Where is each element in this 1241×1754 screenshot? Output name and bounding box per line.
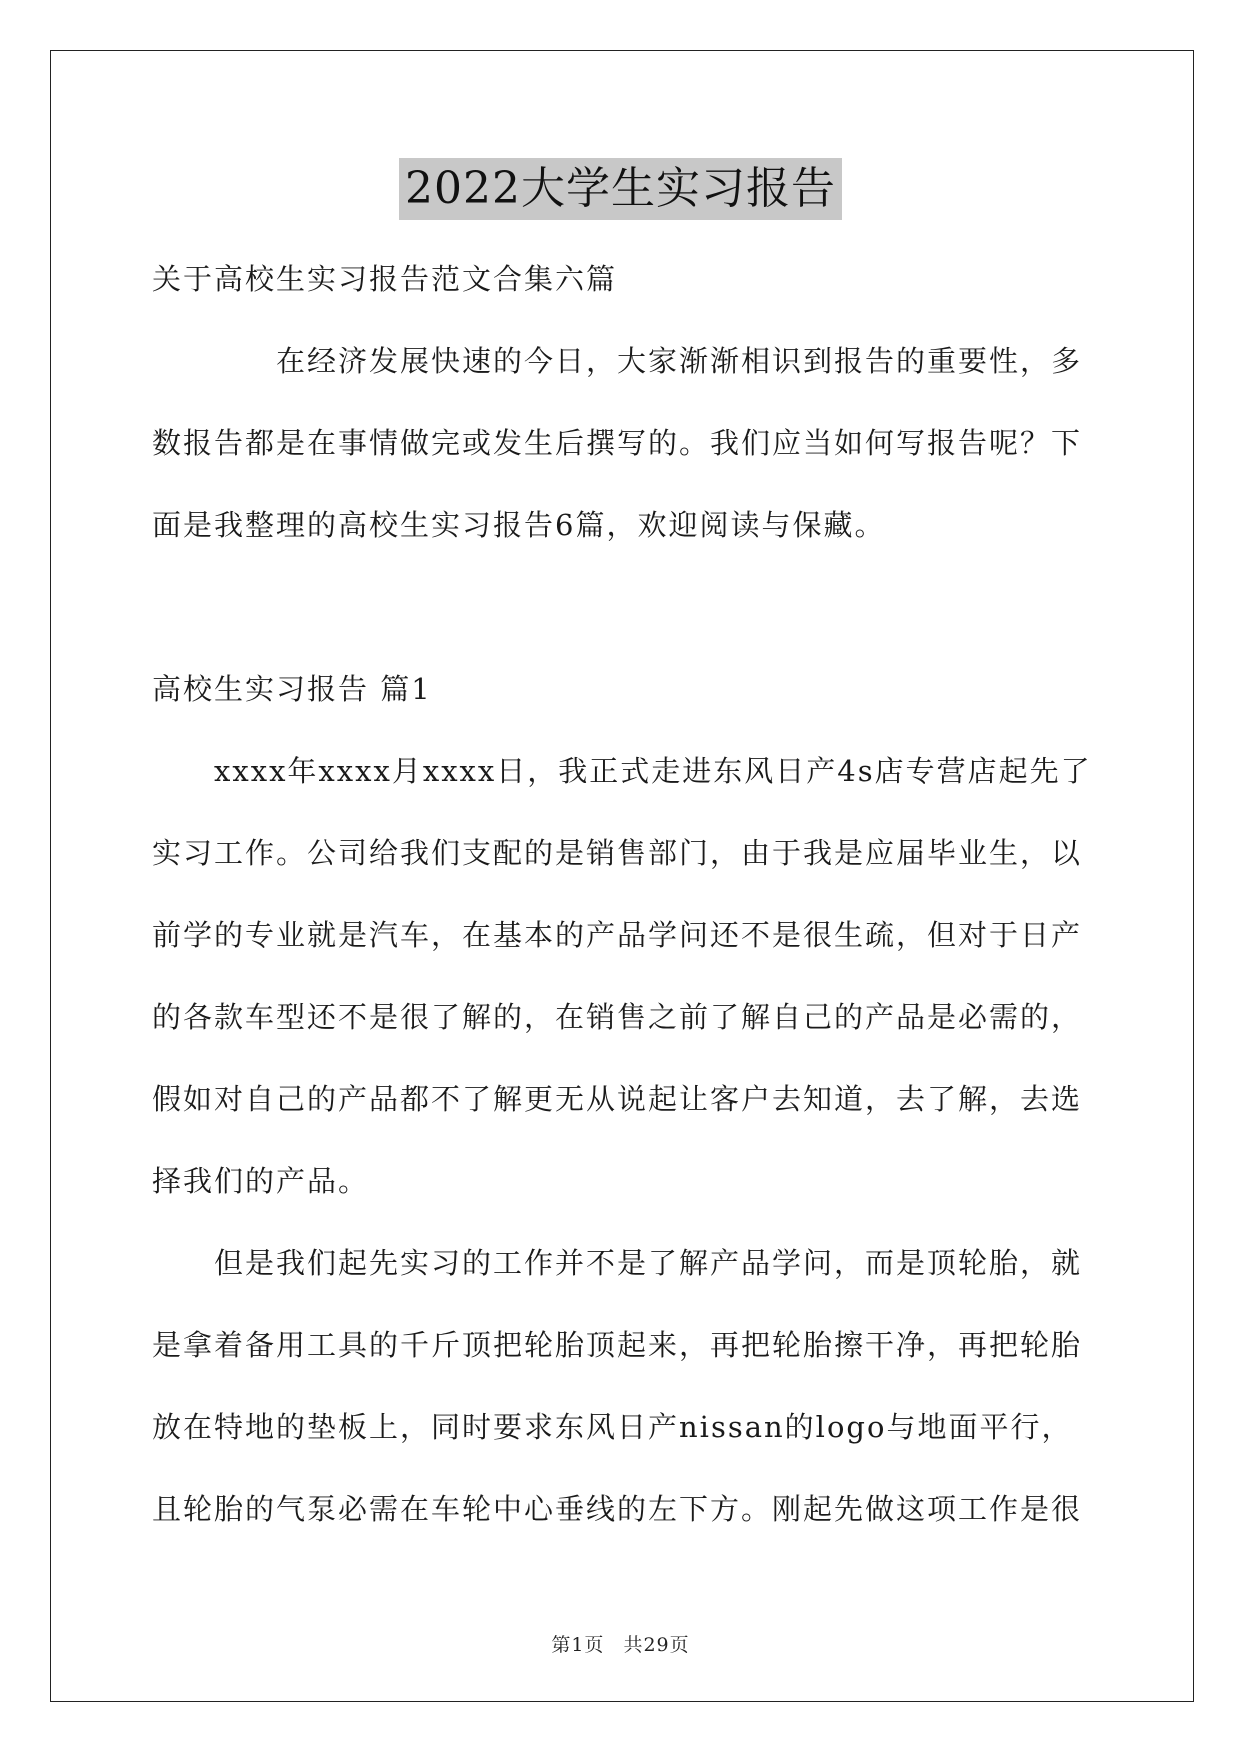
- page-total: 共29页: [623, 1634, 690, 1656]
- section-heading: 高校生实习报告 篇1: [152, 672, 432, 706]
- document-subtitle: 关于高校生实习报告范文合集六篇: [152, 262, 618, 296]
- body-paragraph-1: xxxx年xxxx月xxxx日，我正式走进东风日产4s店专营店起先了实习工作。公司给我们支配的是销售部门，由于我是应届毕业生，以前学的专业就是汽车，在基本的产品学问还不是很生疏，但对于日产的各款车型还不是很了解的，在销售之前了解自己的产品是必需的，假如对自己的产品都不了解更无从说起让客户去知道，去了解，去选择我们的产品。: [152, 754, 1092, 1198]
- page-number: 第1页: [551, 1634, 605, 1656]
- document-title: 2022大学生实习报告: [399, 158, 842, 220]
- intro-paragraph: 在经济发展快速的今日，大家渐渐相识到报告的重要性，多数报告都是在事情做完或发生后撰写的。我们应当如何写报告呢？下面是我整理的高校生实习报告6篇，欢迎阅读与保藏。: [152, 344, 1083, 542]
- document-body: [152, 238, 1097, 1550]
- spacer: [152, 566, 1097, 648]
- document-title-wrapper: [0, 158, 1241, 220]
- body-paragraph-2: 但是我们起先实习的工作并不是了解产品学问，而是顶轮胎，就是拿着备用工具的千斤顶把轮胎顶起来，再把轮胎擦干净，再把轮胎放在特地的垫板上，同时要求东风日产nissan的logo与地面平行，且轮胎的气泵必需在车轮中心垂线的左下方。刚起先做这项工作是很: [152, 1246, 1083, 1526]
- page-footer: [0, 1630, 1241, 1657]
